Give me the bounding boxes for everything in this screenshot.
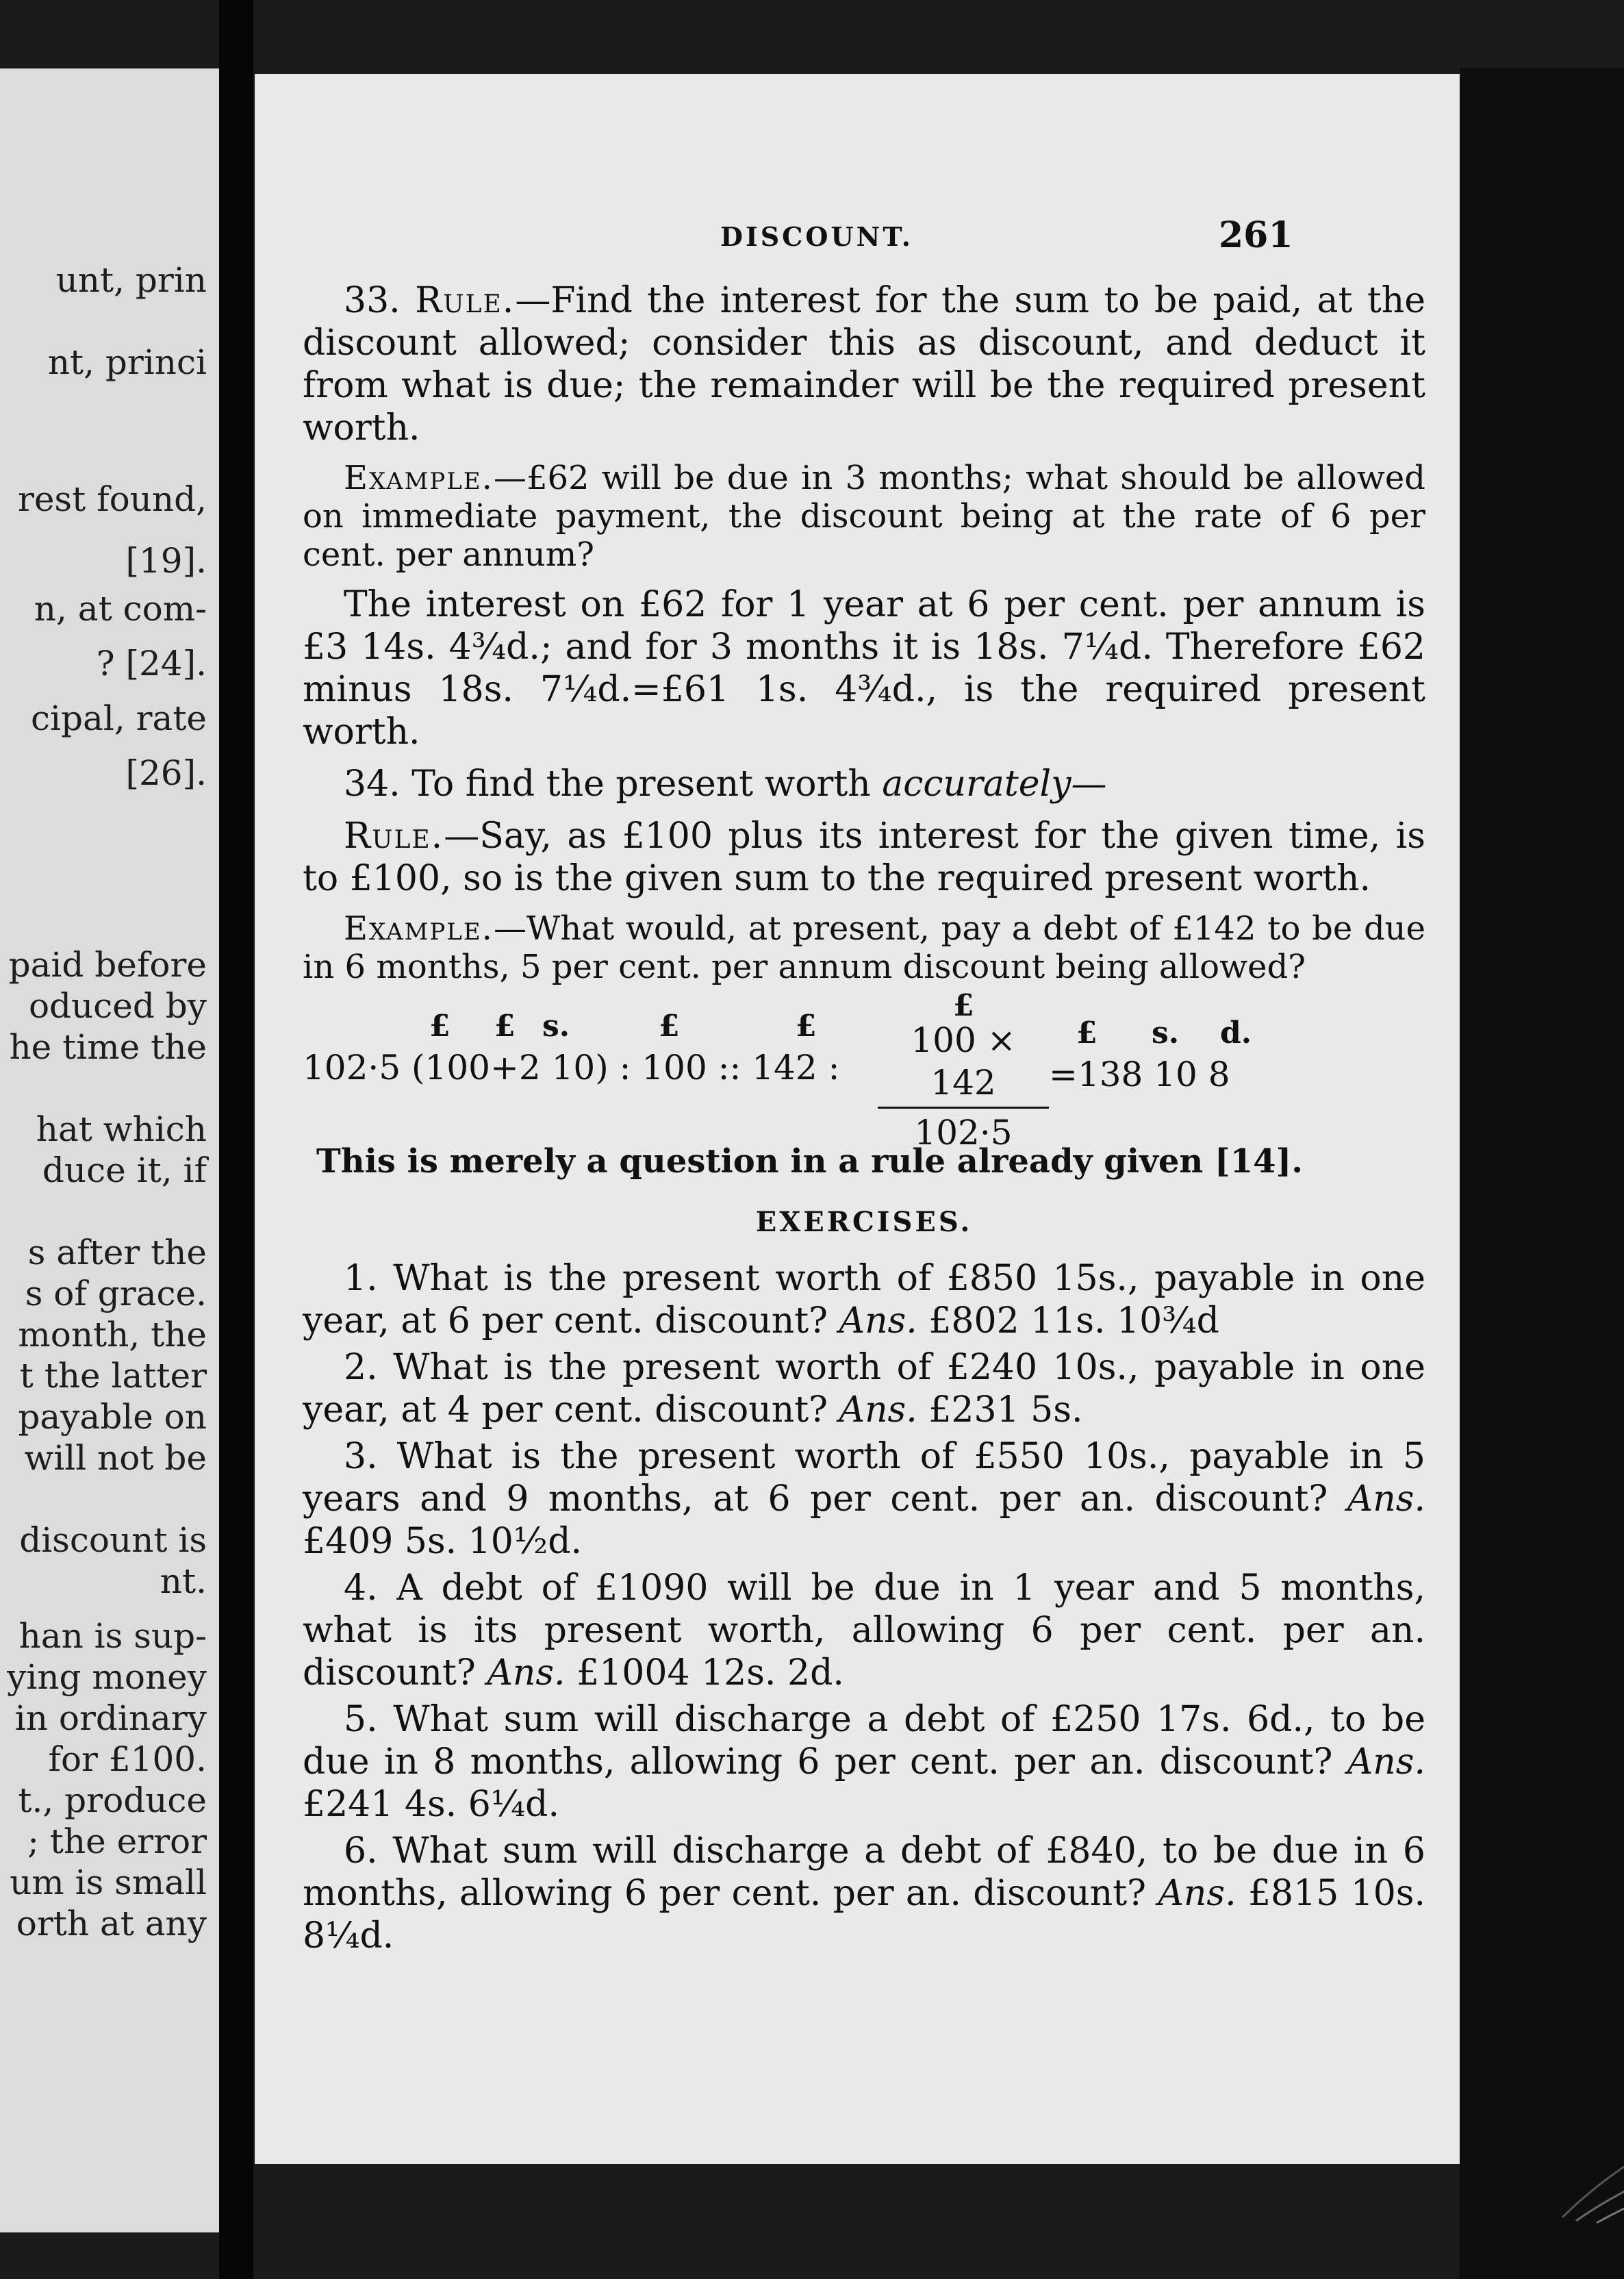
answer-value: £1004 12s. 2d. bbox=[576, 1652, 844, 1693]
rule-34 bbox=[303, 815, 1425, 900]
unit-label: £ bbox=[796, 1009, 817, 1044]
rule-33 bbox=[303, 279, 1425, 449]
unit-label: £ bbox=[953, 988, 974, 1023]
section-text: To find the present worth bbox=[411, 764, 883, 805]
left-page-line: [26]. bbox=[125, 753, 207, 793]
answer-label: Ans. bbox=[839, 1300, 917, 1342]
left-page-line: payable on bbox=[18, 1397, 207, 1437]
left-page-line: duce it, if bbox=[42, 1150, 207, 1190]
answer-value: £241 4s. 6¼d. bbox=[303, 1784, 559, 1825]
unit-label: d. bbox=[1220, 1016, 1252, 1050]
rule-label: Rule. bbox=[344, 816, 444, 857]
left-page-line: orth at any bbox=[16, 1904, 207, 1943]
left-page-line: um is small bbox=[10, 1863, 207, 1902]
section-number: 33. bbox=[344, 280, 401, 321]
left-page-line: n, at com- bbox=[34, 589, 207, 629]
example-2 bbox=[303, 909, 1425, 986]
section-number: 34. bbox=[344, 764, 401, 805]
left-page-line: t., produce bbox=[18, 1780, 207, 1820]
left-page-line: in ordinary bbox=[14, 1698, 207, 1738]
example-1-solution: The interest on £62 for 1 year at 6 per cent. per annum is £3 14s. 4¾d.; and for 3 months it is 18s. 7¼d. Therefore £62 minus 18s. 7¼d.=£61 1s. 4¾d., is the required present worth. bbox=[303, 584, 1425, 753]
exercise-item bbox=[303, 1698, 1425, 1826]
exercise-item bbox=[303, 1830, 1425, 1957]
note: This is merely a question in a rule already given [14]. bbox=[316, 1142, 1303, 1181]
exercise-question: 6. What sum will discharge a debt of £840, to be due in 6 months, allowing 6 per cent. per an. discount? bbox=[303, 1830, 1425, 1914]
book-gutter bbox=[219, 0, 253, 2279]
exercise-question: 2. What is the present worth of £240 10s., payable in one year, at 4 per cent. discount? bbox=[303, 1347, 1425, 1431]
unit-label: £ bbox=[1076, 1016, 1098, 1050]
unit-label: £ bbox=[659, 1009, 680, 1044]
main-page bbox=[255, 74, 1460, 2164]
exercises-title: EXERCISES. bbox=[755, 1206, 973, 1238]
rule-text: —Find the interest for the sum to be paid, at the discount allowed; consider this as discount, and deduct it from what is due; the remainder will be the required present worth. bbox=[303, 280, 1426, 449]
exercise-question: 1. What is the present worth of £850 15s., payable in one year, at 6 per cent. discount? bbox=[303, 1258, 1425, 1342]
answer-label: Ans. bbox=[1347, 1741, 1425, 1783]
fraction bbox=[878, 1019, 1049, 1154]
example-text: —What would, at present, pay a debt of £142 to be due in 6 months, 5 per cent. per annum discount being allowed? bbox=[303, 909, 1425, 986]
answer-label: Ans. bbox=[1347, 1478, 1426, 1520]
unit-label: s. bbox=[542, 1009, 570, 1044]
answer-value: £802 11s. 10¾d bbox=[928, 1300, 1219, 1342]
proportion-lhs: 102·5 (100+2 10) : 100 :: 142 : bbox=[303, 1048, 840, 1087]
page-header bbox=[255, 214, 1460, 276]
fraction-numerator: 100 × 142 bbox=[878, 1019, 1049, 1109]
answer-label: Ans. bbox=[487, 1652, 566, 1693]
left-page-line: hat which bbox=[36, 1109, 207, 1149]
answer-label: Ans. bbox=[1158, 1873, 1236, 1914]
left-facing-page bbox=[0, 68, 219, 2232]
answer-value: £815 10s. 8¼d. bbox=[303, 1873, 1425, 1956]
left-page-line: oduced by bbox=[28, 986, 207, 1026]
left-page-line: [19]. bbox=[125, 541, 207, 581]
page-number: 261 bbox=[1219, 214, 1293, 256]
example-label: Example. bbox=[344, 459, 494, 497]
left-page-line: discount is bbox=[19, 1520, 207, 1560]
unit-label: £ bbox=[494, 1009, 516, 1044]
left-page-line: cipal, rate bbox=[31, 698, 207, 738]
left-page-line: ; the error bbox=[27, 1822, 207, 1861]
exercise-question: 4. A debt of £1090 will be due in 1 year and 5 months, what is its present worth, allowing 6 per cent. per an. discount? bbox=[303, 1567, 1425, 1693]
exercise-question: 5. What sum will discharge a debt of £250 17s. 6d., to be due in 8 months, allowing 6 per cent. per an. discount? bbox=[303, 1699, 1425, 1783]
left-page-line: nt, princi bbox=[47, 342, 207, 382]
page-body bbox=[303, 279, 1425, 1961]
exercise-question: 3. What is the present worth of £550 10s., payable in 5 years and 9 months, at 6 per cent. per an. discount? bbox=[303, 1436, 1425, 1520]
left-page-line: nt. bbox=[160, 1561, 207, 1601]
left-page-line: will not be bbox=[24, 1438, 207, 1478]
example-text: —£62 will be due in 3 months; what should be allowed on immediate payment, the discount being at the rate of 6 per cent. per annum? bbox=[303, 459, 1425, 574]
left-page-line: s of grace. bbox=[25, 1274, 207, 1313]
exercise-item bbox=[303, 1346, 1425, 1431]
fraction-denominator: 102·5 bbox=[914, 1113, 1013, 1153]
rule-text: —Say, as £100 plus its interest for the given time, is to £100, so is the given sum to the required present worth. bbox=[303, 816, 1425, 899]
exercise-item bbox=[303, 1257, 1425, 1342]
answer-label: Ans. bbox=[839, 1389, 917, 1431]
exercise-item bbox=[303, 1435, 1425, 1563]
unit-label: £ bbox=[429, 1009, 451, 1044]
left-page-line: month, the bbox=[18, 1315, 207, 1355]
left-page-line: he time the bbox=[9, 1027, 207, 1067]
left-page-line: paid before bbox=[8, 945, 207, 985]
example-1 bbox=[303, 459, 1425, 574]
proportion-result: =138 10 8 bbox=[1049, 1055, 1230, 1094]
exercise-list bbox=[303, 1257, 1425, 1957]
exercise-item bbox=[303, 1567, 1425, 1694]
left-page-line: t the latter bbox=[19, 1356, 207, 1396]
left-page-line: han is sup- bbox=[18, 1616, 207, 1656]
left-page-line: unt, prin bbox=[55, 260, 207, 300]
left-page-line: for £100. bbox=[48, 1739, 207, 1779]
page-corner-curl bbox=[1556, 2101, 1624, 2224]
unit-label: s. bbox=[1152, 1016, 1180, 1050]
left-page-line: ? [24]. bbox=[96, 644, 207, 683]
running-head: DISCOUNT. bbox=[720, 221, 913, 252]
left-page-line: ying money bbox=[7, 1657, 207, 1697]
left-page-line: s after the bbox=[27, 1233, 207, 1272]
section-emphasis: accurately— bbox=[882, 764, 1107, 805]
answer-value: £231 5s. bbox=[928, 1389, 1083, 1431]
example-label: Example. bbox=[344, 909, 494, 948]
proportion-calculation bbox=[303, 988, 1425, 1153]
section-34 bbox=[303, 763, 1425, 805]
rule-label: Rule. bbox=[415, 280, 516, 321]
left-page-line: rest found, bbox=[17, 479, 207, 519]
book-edge bbox=[1460, 68, 1624, 2279]
answer-value: £409 5s. 10½d. bbox=[303, 1521, 583, 1562]
